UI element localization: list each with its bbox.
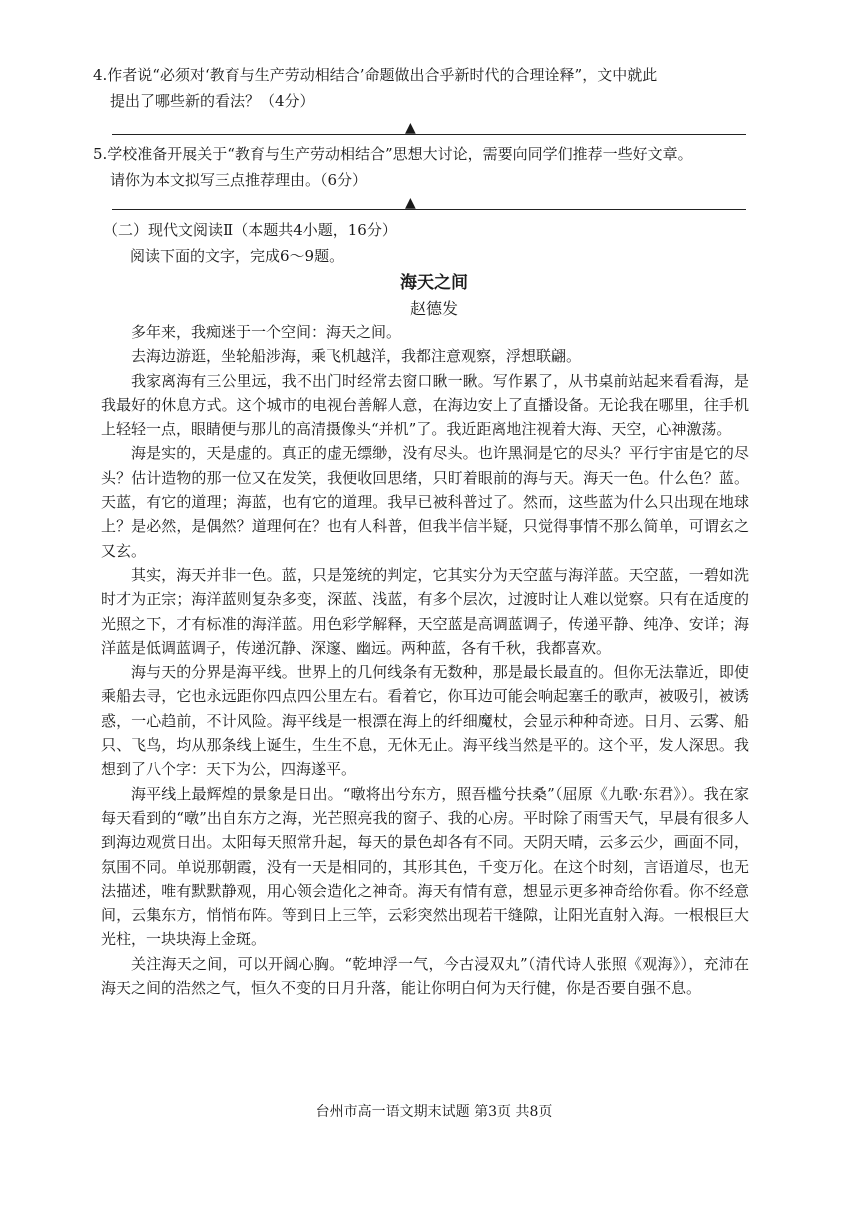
question-5-line2: 请你为本文拟写三点推荐理由。（6分） bbox=[110, 171, 368, 189]
paragraph-3: 我家离海有三公里远，我不出门时经常去窗口瞅一瞅。写作累了，从书桌前站起来看看海，是我最好的休息方式。这个城市的电视台善解人意，在海边安上了直播设备。无论我在哪里，往手机上轻轻一点，眼睛便与那儿的高清摄像头“并机”了。我近距离地注视着大海、天空，心神激荡。 bbox=[101, 371, 749, 439]
section-heading: （二）现代文阅读Ⅱ（本题共4小题，16分） bbox=[103, 221, 397, 239]
question-5-line1: 5.学校准备开展关于“教育与生产劳动相结合”思想大讨论，需要向同学们推荐一些好文章。 bbox=[93, 145, 693, 163]
paragraph-8: 关注海天之间，可以开阔心胸。“乾坤浮一气，今古浸双丸”（清代诗人张照《观海》），充沛在海天之间的浩然之气，恒久不变的日月升落，能让你明白何为天行健，你是否要自强不息。 bbox=[101, 954, 749, 998]
question-4-line2: 提出了哪些新的看法？（4分） bbox=[110, 92, 315, 110]
answer-marker-5: ▲ bbox=[405, 195, 416, 211]
answer-marker-4: ▲ bbox=[405, 120, 416, 136]
page-footer: 台州市高一语文期末试题 第3页 共8页 bbox=[315, 1104, 553, 1120]
article-author: 赵德发 bbox=[409, 299, 458, 318]
article-title: 海天之间 bbox=[400, 273, 468, 293]
answer-line-5 bbox=[112, 209, 746, 210]
paragraph-7: 海平线上最辉煌的景象是日出。“暾将出兮东方，照吾槛兮扶桑”（屈原《九歌·东君》）。我在家每天看到的“暾”出自东方之海，光芒照亮我的窗子、我的心房。平时除了雨雪天气，早晨有很多人到海边观赏日出。太阳每天照常升起，每天的景色却各有不同。天阴天晴，云多云少，画面不同，氛围不同。单说那朝霞，没有一天是相同的，其形其色，千变万化。在这个时刻，言语道尽，也无法描述，唯有默默静观，用心领会造化之神奇。海天有情有意，想显示更多神奇给你看。你不经意间，云集东方，悄悄布阵。等到日上三竿，云彩突然出现若干缝隙，让阳光直射入海。一根根巨大光柱，一块块海上金斑。 bbox=[101, 784, 749, 949]
paragraph-1: 多年来，我痴迷于一个空间：海天之间。 bbox=[131, 323, 402, 341]
article-body bbox=[101, 320, 749, 1000]
paragraph-5: 其实，海天并非一色。蓝，只是笼统的判定，它其实分为天空蓝与海洋蓝。天空蓝，一碧如洗时才为正宗；海洋蓝则复杂多变，深蓝、浅蓝，有多个层次，过渡时让人难以觉察。只有在适度的光照之下，才有标准的海洋蓝。用色彩学解释，天空蓝是高调蓝调子，传递平静、纯净、安详；海洋蓝是低调蓝调子，传递沉静、深邃、幽远。两种蓝，各有千秋，我都喜欢。 bbox=[101, 565, 749, 657]
paragraph-6: 海与天的分界是海平线。世界上的几何线条有无数种，那是最长最直的。但你无法靠近，即使乘船去寻，它也永远距你四点四公里左右。看着它，你耳边可能会响起塞壬的歌声，被吸引，被诱惑，一心趋前，不计风险。海平线是一根漂在海上的纤细魔杖，会显示种种奇迹。日月、云雾、船只、飞鸟，均从那条线上诞生，生生不息，无休无止。海平线当然是平的。这个平，发人深思。我想到了八个字：天下为公，四海遂平。 bbox=[101, 663, 749, 779]
paragraph-4: 海是实的，天是虚的。真正的虚无缥缈，没有尽头。也许黑洞是它的尽头？平行宇宙是它的尽头？估计造物的那一位又在发笑，我便收回思绪，只盯着眼前的海与天。海天一色。什么色？蓝。天蓝，有它的道理；海蓝，也有它的道理。我早已被科普过了。然而，这些蓝为什么只出现在地球上？是必然，是偶然？道理何在？也有人科普，但我半信半疑，只觉得事情不那么简单，可谓玄之又玄。 bbox=[101, 444, 749, 560]
question-5 bbox=[93, 141, 793, 193]
answer-line-4 bbox=[112, 134, 746, 135]
reading-instruction: 阅读下面的文字，完成6～9题。 bbox=[130, 247, 345, 265]
question-4 bbox=[93, 62, 793, 114]
paragraph-2: 去海边游逛，坐轮船涉海，乘飞机越洋，我都注意观察，浮想联翩。 bbox=[131, 347, 582, 366]
question-4-line1: 4.作者说“必须对‘教育与生产劳动相结合’命题做出合乎新时代的合理诠释”，文中就此 bbox=[93, 66, 658, 84]
